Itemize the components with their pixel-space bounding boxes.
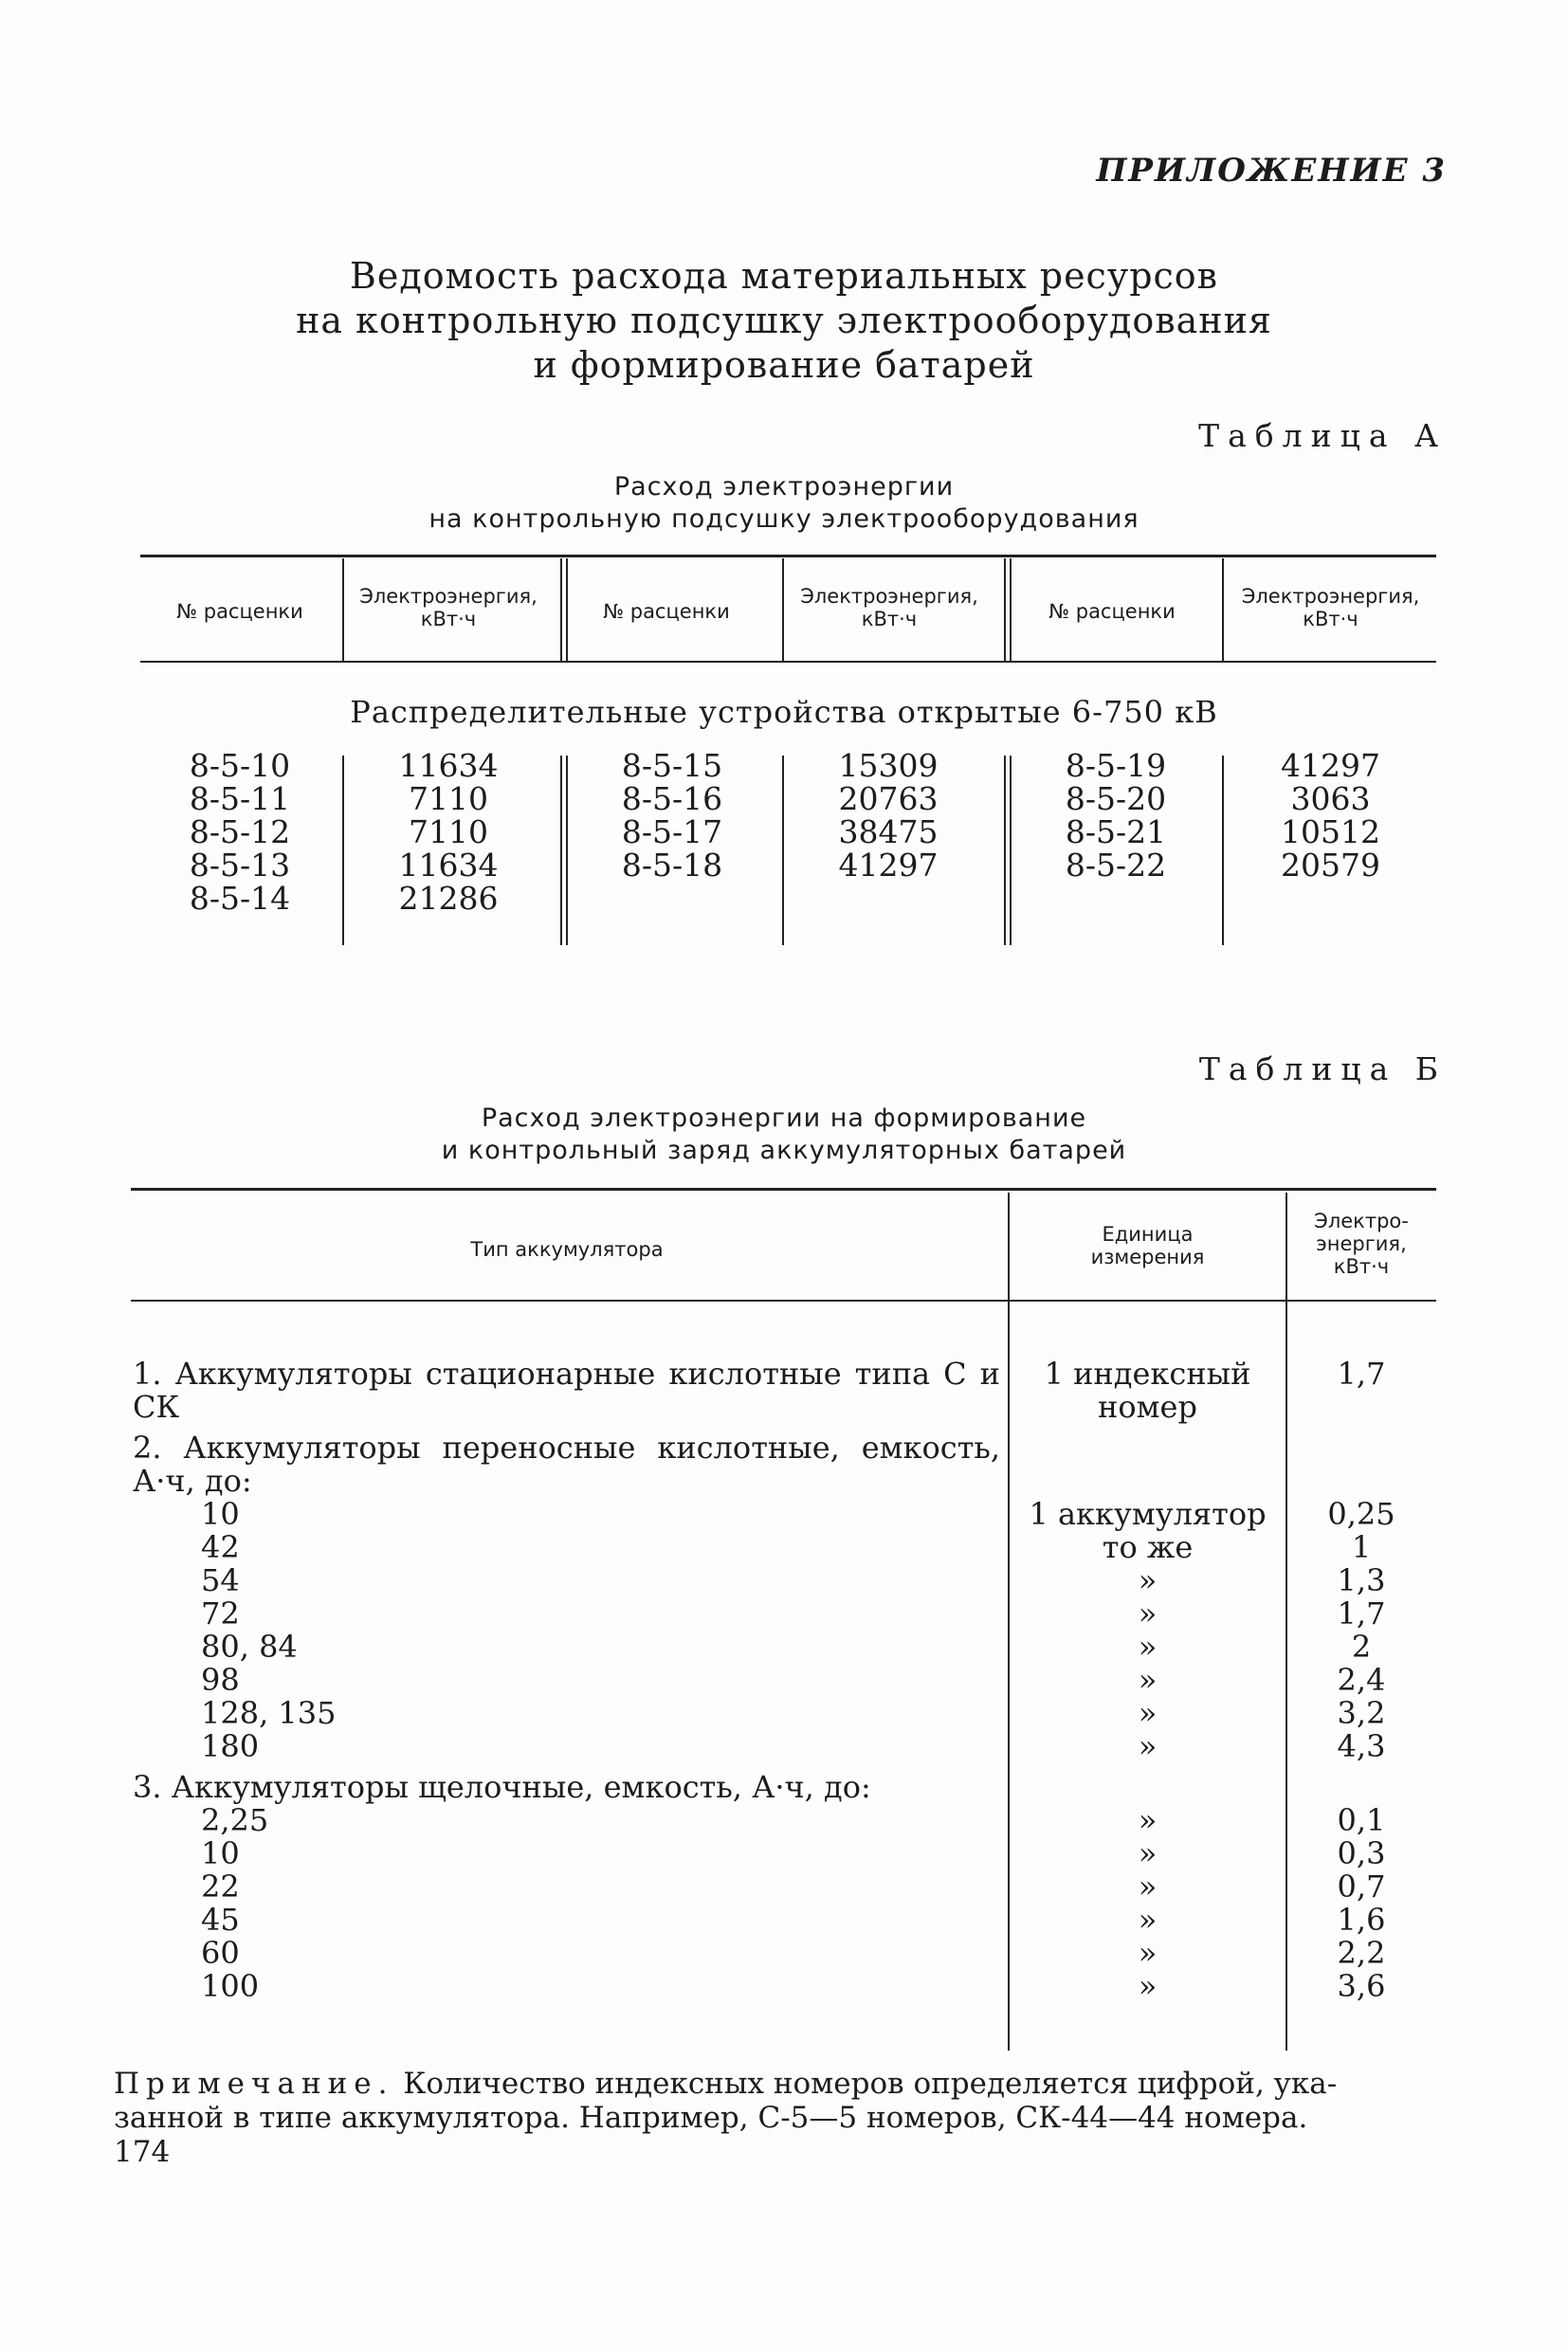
table-a-column	[1016, 749, 1215, 882]
table-b-type-cell: 2. Аккумуляторы переносные кислотные, емкость,	[133, 1430, 1000, 1466]
table-b-header-type: Тип аккумулятора	[470, 1238, 664, 1261]
table-a-cell: 8-5-12	[189, 813, 291, 850]
table-a-header-cell: Электроэнергия, кВт·ч	[1241, 585, 1420, 630]
table-b-header-unit-line: измерения	[1090, 1246, 1205, 1268]
table-a-vrule	[1004, 756, 1006, 945]
table-a-header-cell: № расценки	[176, 600, 303, 623]
footnote	[114, 2067, 1441, 2135]
table-a-vrule	[1010, 756, 1012, 945]
table-b-energy-cell	[1289, 1391, 1433, 1424]
table-a-cell: 8-5-17	[621, 813, 723, 850]
table-a-column	[789, 749, 988, 882]
table-b-type-cell: 100	[201, 1968, 260, 2004]
table-a-section-title: Распределительные устройства открытые 6-750 кВ	[350, 694, 1218, 730]
table-a-cell: 7110	[409, 780, 488, 817]
table-a-header-rule	[140, 661, 1436, 663]
table-a-column	[140, 749, 339, 915]
table-a-vrule	[782, 558, 784, 661]
table-b-unit-cell: »	[1138, 1562, 1158, 1598]
table-a-vrule	[1004, 558, 1006, 661]
table-b-type-cell: А·ч, до:	[133, 1463, 252, 1499]
table-a-cell: 8-5-14	[189, 880, 291, 917]
table-b-energy-cell	[1289, 1431, 1433, 1465]
table-b-energy-cell: 1,3	[1337, 1562, 1386, 1598]
table-a-cell: 8-5-16	[621, 780, 723, 817]
table-b-type-cell: 80, 84	[201, 1629, 298, 1665]
table-b-caption-line: и контрольный заряд аккумуляторных батарей	[441, 1136, 1127, 1165]
table-b-unit-cell: »	[1138, 1728, 1158, 1764]
table-b-energy-cell: 1,7	[1337, 1356, 1386, 1392]
footnote-text: Количество индексных номеров определяется цифрой, ука-	[393, 2067, 1338, 2101]
main-title-line: и формирование батарей	[533, 344, 1035, 386]
table-b-unit-cell: 1 индексный	[1044, 1356, 1251, 1392]
table-a-cell: 10512	[1281, 813, 1380, 850]
page-number: 174	[114, 2135, 171, 2169]
table-a-column	[1229, 749, 1432, 882]
table-a-cell: 8-5-19	[1065, 747, 1167, 784]
table-b-type-cell: 45	[201, 1902, 240, 1938]
table-a-vrule	[782, 756, 784, 945]
table-a-vrule	[1222, 756, 1224, 945]
table-b-header-unit-line: Единица	[1102, 1223, 1194, 1246]
table-b-energy-cell: 0,7	[1337, 1869, 1386, 1905]
table-b-unit-cell: то же	[1102, 1529, 1194, 1565]
table-b-unit-cell: номер	[1098, 1389, 1197, 1425]
table-a-cell: 41297	[838, 847, 939, 884]
table-b-type-cell: 3. Аккумуляторы щелочные, емкость, А·ч, до:	[133, 1769, 871, 1805]
table-b-energy-cell: 0,3	[1337, 1835, 1386, 1871]
table-b-header-rule	[131, 1300, 1436, 1302]
table-b-type-cell: 98	[201, 1662, 240, 1698]
table-a-caption-line: Расход электроэнергии	[613, 472, 955, 501]
table-b-unit-cell: »	[1138, 1695, 1158, 1731]
table-b-type-cell: 54	[201, 1562, 240, 1598]
table-b-type-cell: СК	[133, 1389, 180, 1425]
table-a-cell: 38475	[838, 813, 939, 850]
table-a-header-cell: Электроэнергия, кВт·ч	[800, 585, 978, 630]
table-a-caption-line: на контрольную подсушку электрооборудования	[428, 504, 1140, 534]
table-b-unit-cell: »	[1138, 1935, 1158, 1971]
table-b-unit-cell: »	[1138, 1629, 1158, 1665]
table-b-caption-line: Расход электроэнергии на формирование	[481, 1103, 1087, 1133]
table-b-energy-cell	[1289, 1465, 1433, 1498]
table-a-header-cell: Электроэнергия, кВт·ч	[359, 585, 538, 630]
table-a-top-rule	[140, 555, 1436, 557]
table-a-cell: 8-5-13	[189, 847, 291, 884]
footnote-line	[114, 2067, 1441, 2101]
main-title-line: Ведомость расхода материальных ресурсов	[349, 255, 1219, 297]
table-b-energy-cell: 2,4	[1337, 1662, 1386, 1698]
table-a-cell: 8-5-15	[621, 747, 723, 784]
table-b-energy-cell: 2	[1351, 1629, 1372, 1665]
table-b-type-cell: 22	[201, 1869, 240, 1905]
table-a-vrule	[560, 558, 562, 661]
appendix-label: ПРИЛОЖЕНИЕ 3	[1096, 152, 1447, 190]
table-b-type-cell: 72	[201, 1595, 240, 1632]
table-b-type-cell: 10	[201, 1496, 240, 1532]
table-a-vrule	[342, 558, 344, 661]
table-b-header-energy-line: энергия,	[1316, 1232, 1407, 1255]
table-b-unit-cell: »	[1138, 1968, 1158, 2004]
table-b-energy-cell	[1289, 1771, 1433, 1804]
table-a-label: Таблица А	[1198, 417, 1447, 454]
main-title-line: на контрольную подсушку электрооборудования	[296, 300, 1272, 341]
table-a-cell: 8-5-18	[621, 847, 723, 884]
table-a-cell: 11634	[398, 847, 499, 884]
table-b-unit-cell: »	[1138, 1662, 1158, 1698]
table-a-cell: 8-5-10	[189, 747, 291, 784]
table-a-cell: 8-5-20	[1065, 780, 1167, 817]
table-a-cell: 8-5-11	[189, 780, 291, 817]
table-b-type-cell: 42	[201, 1529, 240, 1565]
footnote-line: занной в типе аккумулятора. Например, С-5—5 номеров, СК-44—44 номера.	[114, 2101, 1308, 2135]
table-a-column	[573, 749, 772, 882]
table-b-energy-cell: 4,3	[1337, 1728, 1386, 1764]
table-b-unit-cell: 1 аккумулятор	[1029, 1496, 1267, 1532]
table-b-unit-cell	[1012, 1431, 1283, 1465]
table-a-cell: 8-5-22	[1065, 847, 1167, 884]
table-a-vrule	[566, 756, 568, 945]
table-b-top-rule	[131, 1188, 1436, 1191]
table-b-energy-column	[1289, 1358, 1433, 2003]
table-b-energy-cell: 3,6	[1337, 1968, 1386, 2004]
table-a-vrule	[1222, 558, 1224, 661]
table-b-type-cell: 2,25	[201, 1802, 269, 1838]
table-b-type-cell: 10	[201, 1835, 240, 1871]
table-a-cell: 15309	[838, 747, 939, 784]
table-b-header-energy-line: Электро-	[1314, 1210, 1409, 1232]
table-a-cell: 41297	[1281, 747, 1380, 784]
table-b-energy-cell: 1,7	[1337, 1595, 1386, 1632]
table-b-caption	[0, 1103, 1568, 1167]
table-b-energy-cell: 0,25	[1327, 1496, 1395, 1532]
table-b-label: Таблица Б	[1198, 1050, 1447, 1087]
table-b-type-column	[133, 1358, 1000, 2003]
table-b-header-unit	[1012, 1223, 1283, 1268]
table-a-header-cell: № расценки	[603, 600, 730, 623]
table-b-unit-cell: »	[1138, 1902, 1158, 1938]
table-a-cell: 21286	[398, 880, 499, 917]
table-b-unit-cell: »	[1138, 1869, 1158, 1905]
table-b-vrule	[1008, 1193, 1010, 2051]
table-b-energy-cell: 0,1	[1337, 1802, 1386, 1838]
table-b-unit-column	[1012, 1358, 1283, 2003]
table-b-type-cell: 60	[201, 1935, 240, 1971]
table-b-energy-cell: 1,6	[1337, 1902, 1386, 1938]
main-title	[0, 254, 1568, 388]
table-b-energy-cell: 1	[1351, 1529, 1372, 1565]
table-a-cell: 20579	[1281, 847, 1380, 884]
table-a-header-cell: № расценки	[1048, 600, 1176, 623]
table-b-header-energy-line: кВт·ч	[1333, 1255, 1390, 1278]
table-a-vrule	[1010, 558, 1012, 661]
table-b-unit-cell: »	[1138, 1802, 1158, 1838]
table-b-unit-cell	[1012, 1465, 1283, 1498]
table-a-cell: 7110	[409, 813, 488, 850]
table-b-energy-cell: 3,2	[1337, 1695, 1386, 1731]
table-b-type-cell: 180	[201, 1728, 260, 1764]
table-a-column	[349, 749, 548, 915]
footnote-label: Примечание.	[114, 2067, 394, 2101]
table-b-header-energy	[1289, 1210, 1433, 1278]
table-a-cell: 3063	[1290, 780, 1371, 817]
table-a-cell: 11634	[398, 747, 499, 784]
table-b-type-cell: 128, 135	[201, 1695, 337, 1731]
table-b-unit-cell: »	[1138, 1835, 1158, 1871]
table-a-cell: 8-5-21	[1065, 813, 1167, 850]
table-b-unit-cell: »	[1138, 1595, 1158, 1632]
table-a-caption	[0, 471, 1568, 536]
table-a-vrule	[342, 756, 344, 945]
table-b-vrule	[1285, 1193, 1287, 2051]
table-a-cell: 20763	[838, 780, 939, 817]
table-b-unit-cell	[1012, 1771, 1283, 1804]
table-a-vrule	[566, 558, 568, 661]
table-a-vrule	[560, 756, 562, 945]
table-b-energy-cell: 2,2	[1337, 1935, 1386, 1971]
table-b-type-cell: 1. Аккумуляторы стационарные кислотные типа С и	[133, 1356, 1000, 1392]
